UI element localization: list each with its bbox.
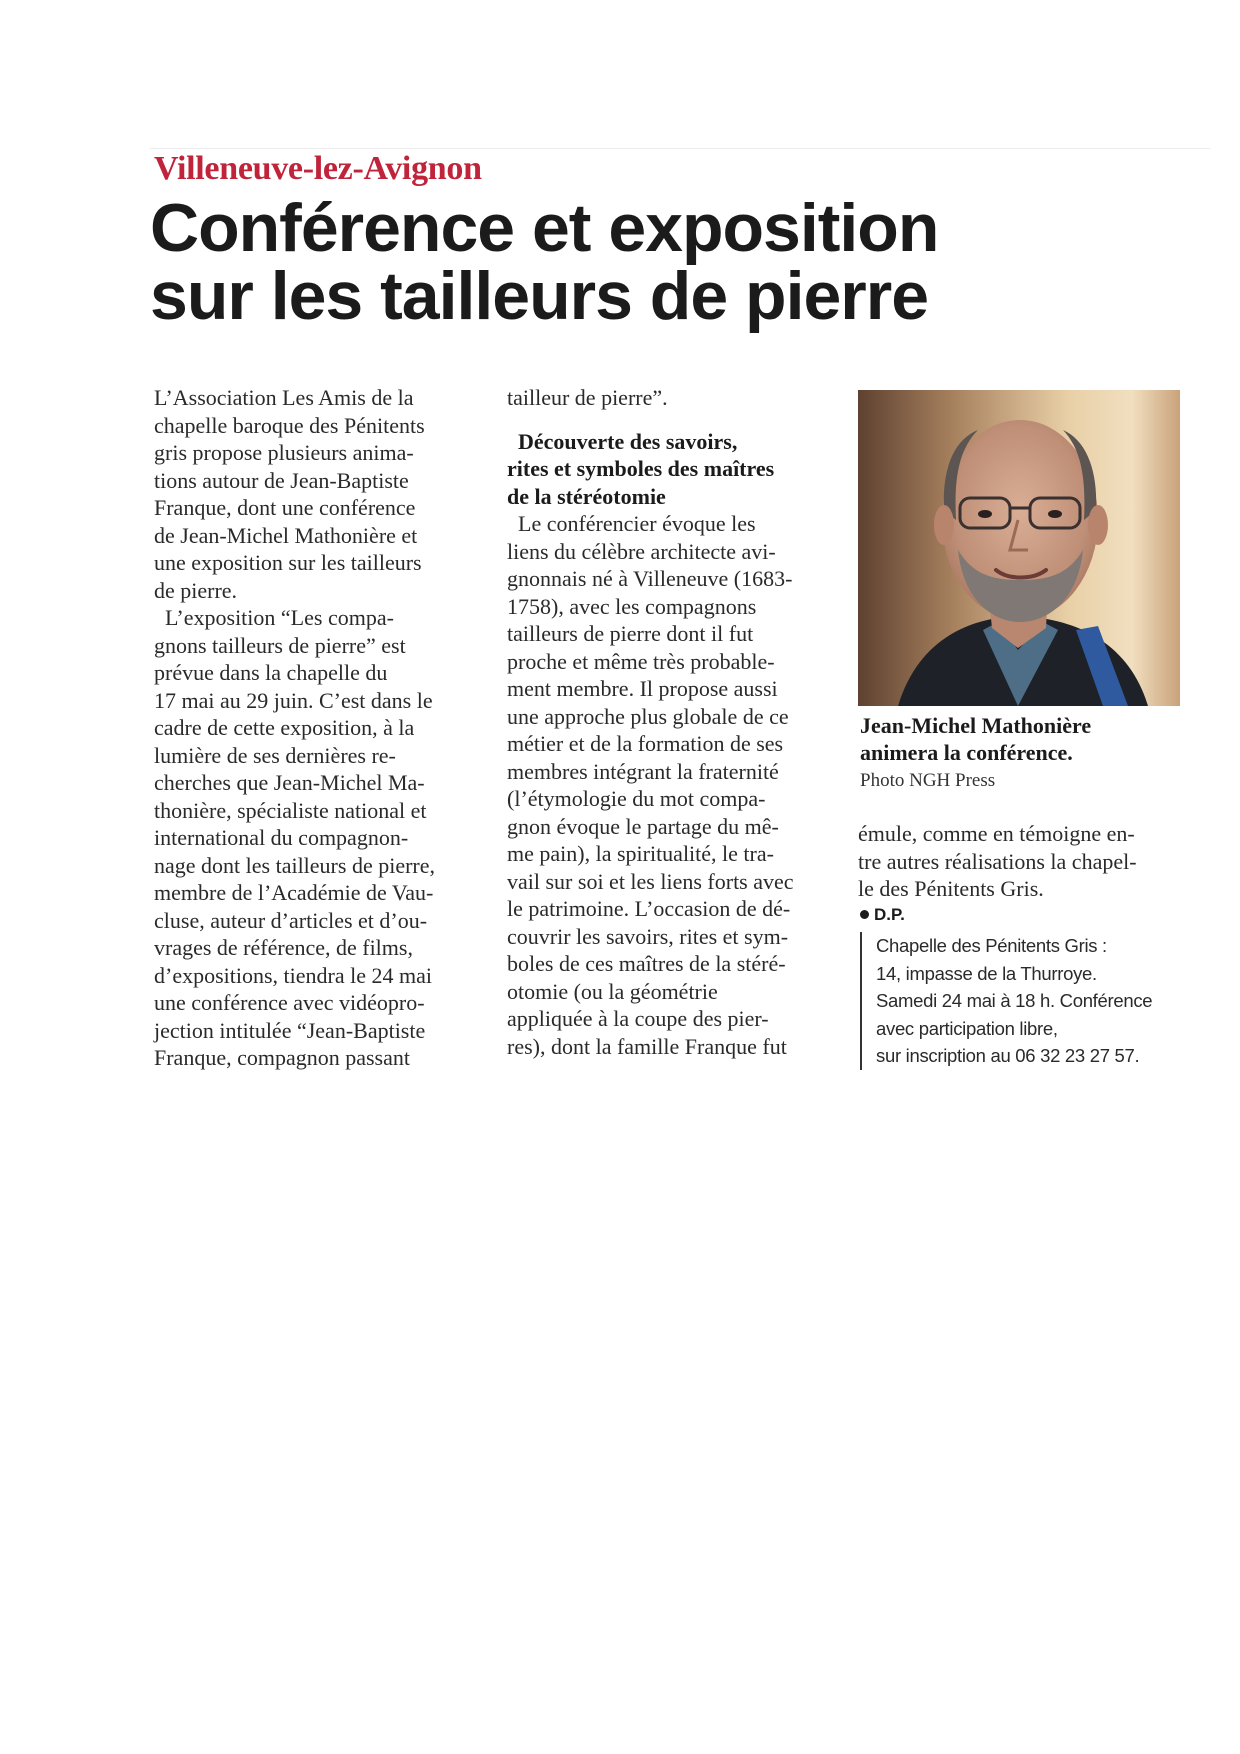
author-signature xyxy=(860,905,905,925)
column-text-line: gnon évoque le partage du mê- xyxy=(507,813,779,839)
column-text-line: boles de ces maîtres de la stéré- xyxy=(507,951,786,976)
column-text-line: couvrir les savoirs, rites et sym- xyxy=(507,923,789,949)
photo-caption xyxy=(860,712,1190,794)
column-text-line: une exposition sur les tailleurs xyxy=(154,550,422,575)
column-text-line: de pierre. xyxy=(154,577,238,603)
subheading-line: de la stéréotomie xyxy=(507,483,666,509)
column-text-line: 1758), avec les compagnons xyxy=(507,593,757,619)
column-text-line: membre de l’Académie de Vau- xyxy=(154,880,434,905)
column-text-line: otomie (ou la géométrie xyxy=(507,978,718,1004)
subheading-line: rites et symboles des maîtres xyxy=(507,456,775,481)
column-text-line: 17 mai au 29 juin. C’est dans le xyxy=(154,687,433,713)
column-text-line: cadre de cette exposition, à la xyxy=(154,715,415,740)
headline-line: sur les tailleurs de pierre xyxy=(150,258,929,334)
column-text-line: cluse, auteur d’articles et d’ou- xyxy=(154,907,428,933)
column-text-line: métier et de la formation de ses xyxy=(507,731,784,756)
column-text-line: (l’étymologie du mot compa- xyxy=(507,786,766,811)
column-text-line: L’exposition “Les compa- xyxy=(154,605,394,630)
column-text-line: lumière de ses dernières re- xyxy=(154,742,396,768)
column-text-line: de Jean-Michel Mathonière et xyxy=(154,522,418,548)
infobox-line: avec participation libre, xyxy=(876,1017,1058,1039)
signature-text: D.P. xyxy=(874,905,905,924)
column-text-line: liens du célèbre architecte avi- xyxy=(507,538,776,564)
portrait-illustration xyxy=(858,390,1180,706)
article-column-2 xyxy=(507,384,832,1060)
column-text-line: gnonnais né à Villeneuve (1683- xyxy=(507,566,793,591)
column-text-line: international du compagnon- xyxy=(154,825,409,850)
caption-line: Jean-Michel Mathonière xyxy=(860,713,1092,738)
column-text-line: prévue dans la chapelle du xyxy=(154,660,388,685)
column-text-line: tre autres réalisations la chapel- xyxy=(858,848,1137,874)
column-text-line: le des Pénitents Gris. xyxy=(858,876,1044,901)
column-text-line: tailleurs de pierre dont il fut xyxy=(507,621,754,646)
top-rule xyxy=(150,148,1210,149)
column-text-line: gnons tailleurs de pierre” est xyxy=(154,632,406,658)
article-column-1 xyxy=(154,384,479,1072)
column-text-line: Le conférencier évoque les xyxy=(507,511,756,536)
caption-line: animera la conférence. xyxy=(860,740,1073,765)
column-text-line: res), dont la famille Franque fut xyxy=(507,1033,787,1059)
photo-credit: Photo NGH Press xyxy=(860,770,996,791)
column-text-line: chapelle baroque des Pénitents xyxy=(154,412,425,438)
column-text-line: L’Association Les Amis de la xyxy=(154,385,414,410)
column-text-line: Franque, dont une conférence xyxy=(154,495,416,520)
column-text-line: proche et même très probable- xyxy=(507,648,775,674)
infobox-line: Samedi 24 mai à 18 h. Conférence xyxy=(876,990,1153,1011)
column-text-line: nage dont les tailleurs de pierre, xyxy=(154,852,436,878)
column-2-body xyxy=(507,510,832,1060)
column-text-line: Franque, compagnon passant xyxy=(154,1045,410,1070)
column-text-line: d’expositions, tiendra le 24 mai xyxy=(154,962,432,988)
subheading-line: Découverte des savoirs, xyxy=(507,428,738,454)
column-text-line: thonière, spécialiste national et xyxy=(154,797,427,823)
column-text-line: me pain), la spiritualité, le tra- xyxy=(507,841,774,866)
column-text-line: émule, comme en témoigne en- xyxy=(858,821,1135,846)
headline-line: Conférence et exposition xyxy=(150,190,939,266)
column-text-line: appliquée à la coupe des pier- xyxy=(507,1006,769,1031)
subheading xyxy=(507,428,832,511)
column-text-line: une conférence avec vidéopro- xyxy=(154,990,425,1015)
kicker-location: Villeneuve-lez-Avignon xyxy=(154,150,482,187)
column-text-line: tions autour de Jean-Baptiste xyxy=(154,467,409,493)
portrait-photo xyxy=(858,390,1180,706)
bullet-icon xyxy=(860,910,869,919)
column-text-line: cherches que Jean-Michel Ma- xyxy=(154,770,425,795)
infobox-line: sur inscription au 06 32 23 27 57. xyxy=(876,1045,1140,1066)
event-infobox xyxy=(860,932,1196,1070)
infobox-line: 14, impasse de la Thurroye. xyxy=(876,962,1097,984)
column-text-line: ment membre. Il propose aussi xyxy=(507,676,778,701)
column-text-line: une approche plus globale de ce xyxy=(507,703,789,729)
column-text-line: jection intitulée “Jean-Baptiste xyxy=(154,1017,426,1043)
column-text-line: le patrimoine. L’occasion de dé- xyxy=(507,896,791,921)
column-text-line: tailleur de pierre”. xyxy=(507,385,668,410)
column-text-line: gris propose plusieurs anima- xyxy=(154,440,414,465)
column-text-line: vrages de référence, de films, xyxy=(154,935,413,960)
article-column-3 xyxy=(858,820,1188,903)
headline xyxy=(150,190,1050,334)
column-text-line: vail sur soi et les liens forts avec xyxy=(507,868,794,894)
infobox-line: Chapelle des Pénitents Gris : xyxy=(876,935,1107,956)
column-text-line: membres intégrant la fraternité xyxy=(507,758,779,784)
